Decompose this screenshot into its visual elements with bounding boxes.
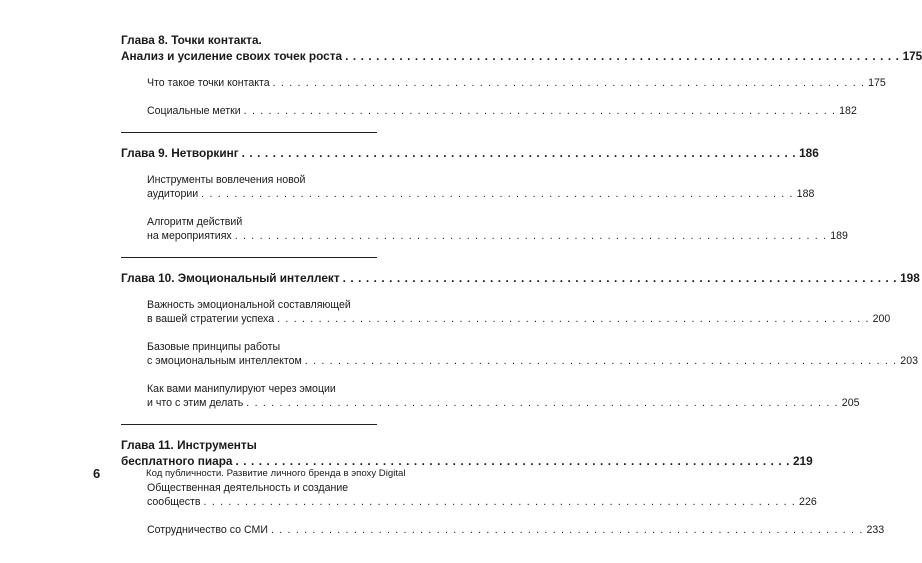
section-title-line: Сотрудничество со СМИ <box>147 524 268 536</box>
dot-leader <box>201 187 794 201</box>
chapter-page-number: 198 <box>900 271 920 285</box>
dot-leader <box>277 312 870 326</box>
section-entry[interactable] <box>147 298 891 326</box>
section-page-number: 182 <box>839 105 857 117</box>
dot-leader <box>244 104 837 118</box>
section-title-line: Инструменты вовлечения новой <box>147 174 306 186</box>
dot-leader <box>271 523 864 537</box>
chapter-title-line: бесплатного пиара <box>121 454 233 468</box>
dot-leader <box>273 76 866 90</box>
section-title-line: на мероприятиях <box>147 230 232 242</box>
chapter-10-title[interactable] <box>121 270 920 286</box>
table-of-contents <box>121 32 922 563</box>
section-title-line: и что с этим делать <box>147 397 244 409</box>
section-entry[interactable] <box>147 76 886 90</box>
dot-leader <box>343 270 898 286</box>
chapter-11 <box>121 437 885 551</box>
section-page-number: 226 <box>799 496 817 508</box>
dot-leader <box>235 229 828 243</box>
section-title-line: Общественная деятельность и создание <box>147 482 349 494</box>
section-page-number: 200 <box>872 313 891 325</box>
chapter-8-title[interactable] <box>121 32 922 64</box>
dot-leader <box>242 145 797 161</box>
dot-leader <box>305 354 898 368</box>
chapter-title-line: Глава 9. Нетворкинг <box>121 146 239 160</box>
section-page-number: 188 <box>796 188 815 200</box>
section-title-line: в вашей стратегии успеха <box>147 313 275 325</box>
section-entry[interactable] <box>147 382 860 410</box>
chapter-title-line: Анализ и усиление своих точек роста <box>121 49 343 63</box>
chapter-page-number: 219 <box>793 454 813 468</box>
section-entry[interactable] <box>147 173 815 201</box>
chapter-9-title[interactable] <box>121 145 819 161</box>
section-entry[interactable] <box>147 481 817 509</box>
chapter-title-line: Глава 8. Точки контакта. <box>121 33 262 47</box>
chapter-page-number: 175 <box>902 49 922 63</box>
section-entry[interactable] <box>147 104 857 118</box>
page-footer <box>0 466 500 482</box>
running-title: Код публичности. Развитие личного бренда в эпоху Digital <box>146 468 406 479</box>
chapter-11-title[interactable] <box>121 437 813 469</box>
section-title-line: Как вами манипулируют через эмоции <box>147 383 336 395</box>
section-title-line: Социальные метки <box>147 105 241 117</box>
chapter-title-line: Глава 11. Инструменты <box>121 438 257 452</box>
dot-leader <box>246 396 839 410</box>
section-entry[interactable] <box>147 340 918 368</box>
section-title-line: Что такое точки контакта <box>147 77 270 89</box>
section-title-line: сообществ <box>147 496 201 508</box>
chapter-title-line: Глава 10. Эмоциональный интеллект <box>121 271 340 285</box>
section-entry[interactable] <box>147 523 885 537</box>
chapter-page-number: 186 <box>799 146 819 160</box>
section-page-number: 189 <box>830 230 848 242</box>
page-number: 6 <box>93 466 101 481</box>
section-entry[interactable] <box>147 215 848 243</box>
section-title-line: аудитории <box>147 188 199 200</box>
chapter-10 <box>121 270 920 425</box>
section-page-number: 233 <box>866 524 885 536</box>
section-title-line: Алгоритм действий <box>147 216 243 228</box>
section-page-number: 203 <box>900 355 918 367</box>
section-page-number: 175 <box>868 77 886 89</box>
section-title-line: Важность эмоциональной составляющей <box>147 299 351 311</box>
section-page-number: 205 <box>841 397 860 409</box>
dot-leader <box>345 48 900 64</box>
chapter-9 <box>121 145 848 258</box>
dot-leader <box>204 495 797 509</box>
chapter-8 <box>121 32 922 133</box>
section-title-line: Базовые принципы работы <box>147 341 281 353</box>
section-title-line: с эмоциональным интеллектом <box>147 355 302 367</box>
